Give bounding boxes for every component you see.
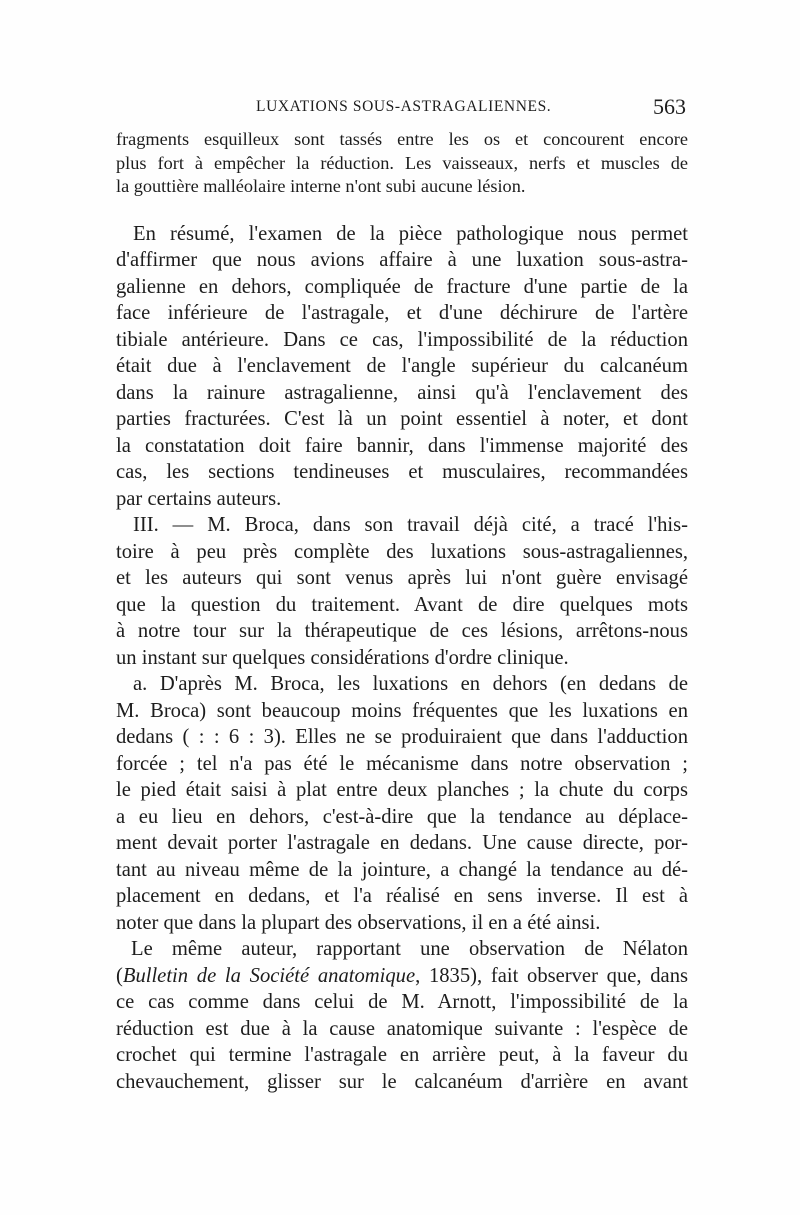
journal-title: Bulletin de la Société anatomique	[122, 964, 416, 987]
page-number: 563	[653, 94, 686, 119]
text-line: tibiale antérieure. Dans ce cas, l'impossibilité de la réduction	[116, 328, 688, 351]
text-line: par certains auteurs.	[116, 487, 282, 510]
text-line: noter que dans la plupart des observations, il en a été ainsi.	[116, 911, 601, 934]
text-line: réduction est due à la cause anatomique suivante : l'espèce de	[116, 1017, 688, 1040]
citation-open: (	[116, 964, 123, 987]
text-line: plus fort à empêcher la réduction. Les vaisseaux, nerfs et muscles de	[116, 152, 688, 173]
text-line: la gouttière malléolaire interne n'ont subi aucune lésion.	[116, 176, 526, 196]
text-line: un instant sur quelques considérations d'ordre clinique.	[116, 646, 569, 669]
text-line: cas, les sections tendineuses et musculaires, recommandées	[116, 461, 688, 483]
text-line: chevauchement, glisser sur le calcanéum d'arrière en avant	[116, 1070, 688, 1093]
text-line: parties fracturées. C'est là un point essentiel à noter, et dont	[116, 408, 688, 430]
text-line: M. Broca) sont beaucoup moins fréquentes que les luxations en	[116, 699, 688, 722]
text-line: III. — M. Broca, dans son travail déjà cité, a tracé l'his-	[133, 514, 688, 536]
text-line: dans la rainure astragalienne, ainsi qu'à l'enclavement des	[116, 381, 688, 404]
page-text	[116, 128, 688, 1095]
text-line: à notre tour sur la thérapeutique de ces lésions, arrêtons-nous	[116, 620, 688, 642]
text-line: galienne en dehors, compliquée de fracture d'une partie de la	[116, 275, 688, 298]
main-text	[116, 221, 688, 1096]
text-line: et les auteurs qui sont venus après lui n'ont guère envisagé	[116, 567, 688, 589]
text-line: a eu lieu en dehors, c'est-à-dire que la tendance au déplace-	[116, 805, 688, 828]
text-line: placement en dedans, et l'a réalisé en sens inverse. Il est à	[116, 885, 688, 907]
text-line: a. D'après M. Broca, les luxations en dehors (en dedans de	[133, 673, 688, 695]
running-title: LUXATIONS SOUS-ASTRAGALIENNES.	[256, 98, 552, 115]
text-line: la constatation doit faire bannir, dans l'immense majorité des	[116, 434, 688, 457]
text-line: ce cas comme dans celui de M. Arnott, l'impossibilité de la	[116, 991, 688, 1013]
text-line: face inférieure de l'astragale, et d'une déchirure de l'artère	[116, 302, 688, 324]
text-line: crochet qui termine l'astragale en arrière peut, à la faveur du	[116, 1044, 688, 1066]
text-line: d'affirmer que nous avions affaire à une luxation sous-astra-	[116, 249, 688, 271]
text-line: En résumé, l'examen de la pièce pathologique nous permet	[133, 222, 688, 245]
text-line: dedans ( : : 6 : 3). Elles ne se produiraient que dans l'adduction	[116, 726, 688, 748]
citation-rest: , 1835), fait observer que, dans	[415, 964, 688, 987]
text-line: fragments esquilleux sont tassés entre les os et concourent encore	[116, 129, 688, 149]
page-header	[256, 94, 686, 122]
intro-paragraph	[116, 128, 688, 199]
text-line: forcée ; tel n'a pas été le mécanisme dans notre observation ;	[116, 752, 688, 775]
text-line: toire à peu près complète des luxations sous-astragaliennes,	[116, 540, 688, 563]
citation-line	[116, 963, 688, 990]
text-line: tant au niveau même de la jointure, a changé la tendance au dé-	[116, 858, 688, 881]
text-line: ment devait porter l'astragale en dedans. Une cause directe, por-	[116, 832, 688, 854]
text-line: le pied était saisi à plat entre deux planches ; la chute du corps	[116, 779, 688, 801]
text-line: que la question du traitement. Avant de dire quelques mots	[116, 593, 688, 616]
text-line: était due à l'enclavement de l'angle supérieur du calcanéum	[116, 355, 688, 377]
text-line: Le même auteur, rapportant une observation de Nélaton	[131, 938, 688, 960]
